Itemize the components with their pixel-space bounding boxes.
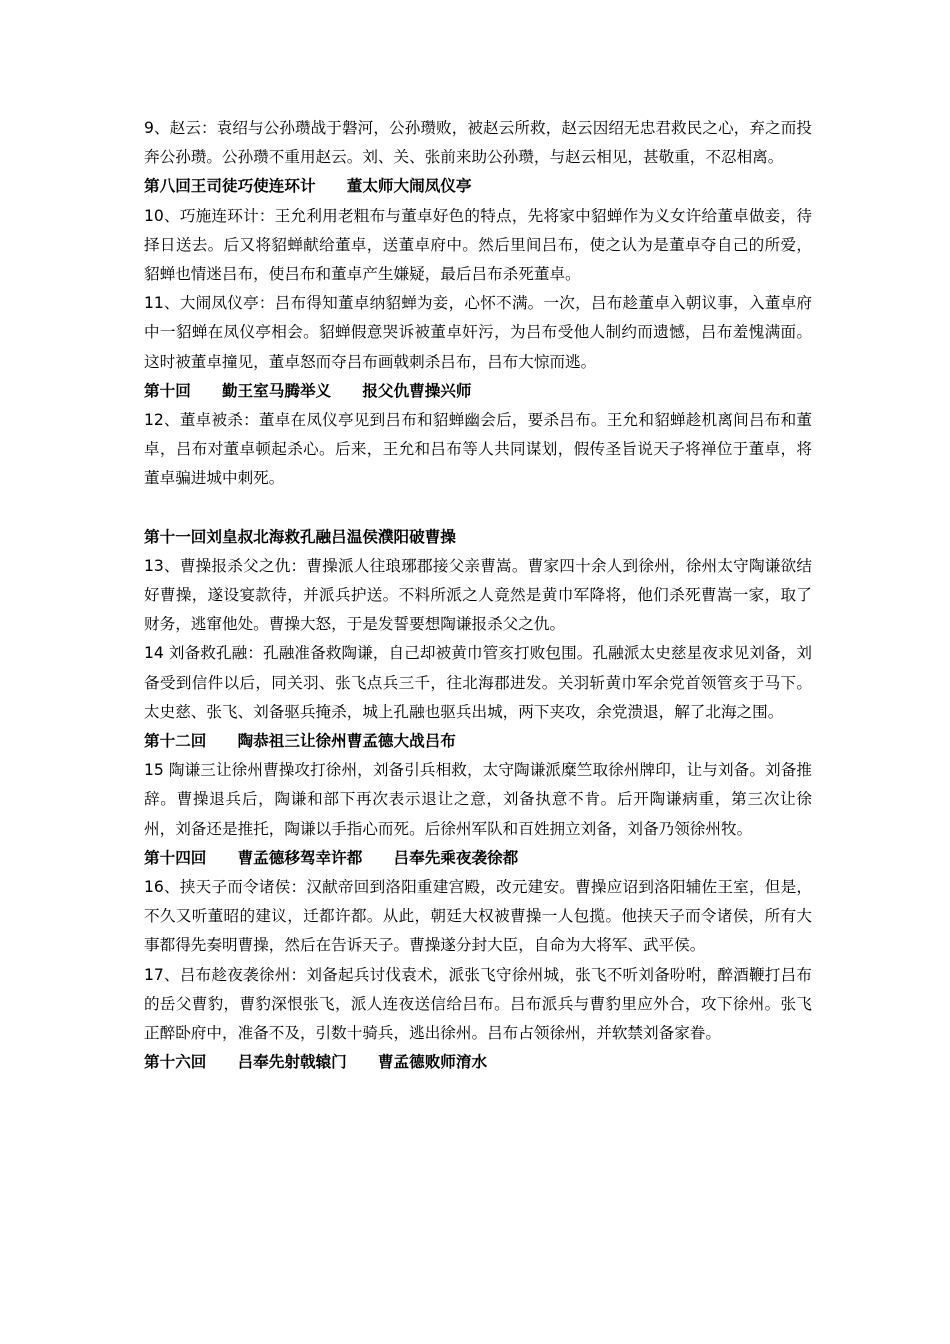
blank-line — [144, 494, 812, 523]
paragraph-phoenix-pavilion: 11、大闹凤仪亭：吕布得知董卓纳貂蝉为妾，心怀不满。一次，吕布趁董卓入朝议事，入董卓府中一貂蝉在凤仪亭相会。貂蝉假意哭诉被董卓奸污，为吕布受他人制约而遗憾，吕布羞愧满面。这时被董卓撞见，董卓怒而夺吕布画戟刺杀吕布，吕布大惊而逃。 — [144, 294, 812, 371]
paragraph-lu-bu-night-raid: 17、吕布趁夜袭徐州：刘备起兵讨伐袁术，派张飞守徐州城，张飞不听刘备吩咐，醉酒鞭打吕布的岳父曹豹，曹豹深恨张飞，派人连夜送信给吕布。吕布派兵与曹豹里应外合，攻下徐州。张飞正醉卧府中，准备不及，引数十骑兵，逃出徐州。吕布占领徐州，并软禁刘备家眷。 — [144, 965, 812, 1043]
paragraph-dong-zhuo-killed: 12、董卓被杀：董卓在凤仪亭见到吕布和貂蝉幽会后，要杀吕布。王允和貂蝉趁机离间吕布和董卓，吕布对董卓顿起杀心。后来，王允和吕布等人共同谋划，假传圣旨说天子将禅位于董卓，将董卓骗进城中刺死。 — [144, 411, 812, 488]
paragraph-zhao-yun: 9、赵云：袁绍与公孙瓒战于磐河，公孙瓒败，被赵云所救，赵云因绍无忠君救民之心，弃之而投奔公孙瓒。公孙瓒不重用赵云。刘、关、张前来助公孙瓒，与赵云相见，甚敬重，不忍相离。 — [144, 119, 812, 167]
chapter-heading-10: 第十回 勤王室马腾举义 报父仇曹操兴师 — [144, 381, 472, 400]
paragraph-tao-qian-xuzhou: 15 陶谦三让徐州曹操攻打徐州，刘备引兵相救，太守陶谦派糜竺取徐州牌印，让与刘备。刘备推辞。曹操退兵后，陶谦和部下再次表示退让之意，刘备执意不肯。后开陶谦病重，第三次让徐州，刘备还是推托，陶谦以手指心而死。后徐州军队和百姓拥立刘备，刘备乃领徐州牧。 — [144, 761, 812, 838]
chapter-heading-8: 第八回王司徒巧使连环计 董太师大闹凤仪亭 — [144, 177, 472, 196]
paragraph-liu-bei-rescues-kong-rong: 14 刘备救孔融：孔融准备救陶谦，自己却被黄巾管亥打败包围。孔融派太史慈星夜求见刘备，刘备受到信件以后，同关羽、张飞点兵三千，往北海郡进发。关羽斩黄巾军余党首领管亥于马下。太史慈、张飞、刘备驱兵掩杀，城上孔融也驱兵出城，两下夹攻，余党溃退，解了北海之围。 — [144, 644, 812, 721]
chapter-heading-14: 第十四回 曹孟德移驾幸许都 吕奉先乘夜袭徐都 — [144, 848, 519, 867]
chapter-heading-16: 第十六回 吕奉先射戟辕门 曹孟德败师淯水 — [144, 1053, 488, 1072]
paragraph-cao-revenge: 13、曹操报杀父之仇：曹操派人往琅琊郡接父亲曹嵩。曹家四十余人到徐州，徐州太守陶谦欲结好曹操，遂设宴款待，并派兵护送。不料所派之人竟然是黄巾军降将，他们杀死曹嵩一家，取了财务，逃窜他处。曹操大怒，于是发誓要想陶谦报杀父之仇。 — [144, 556, 812, 634]
document-page — [144, 114, 812, 1078]
paragraph-chain-plot: 10、巧施连环计：王允利用老粗布与董卓好色的特点，先将家中貂蝉作为义女许给董卓做妾，待择日送去。后又将貂蝉献给董卓，送董卓府中。然后里间吕布，使之认为是董卓夺自己的所爱，貂蝉也情迷吕布，使吕布和董卓产生嫌疑，最后吕布杀死董卓。 — [144, 206, 812, 284]
chapter-heading-11: 第十一回刘皇叔北海救孔融吕温侯濮阳破曹操 — [144, 527, 456, 546]
chapter-heading-12: 第十二回 陶恭祖三让徐州曹孟德大战吕布 — [144, 732, 456, 751]
paragraph-hold-emperor: 16、挟天子而令诸侯：汉献帝回到洛阳重建宫殿，改元建安。曹操应诏到洛阳辅佐王室，但是，不久又听董昭的建议，迁都许都。从此，朝廷大权被曹操一人包揽。他挟天子而令诸侯，所有大事都得先奏明曹操，然后在告诉天子。曹操遂分封大臣，自命为大将军、武平侯。 — [144, 878, 812, 955]
